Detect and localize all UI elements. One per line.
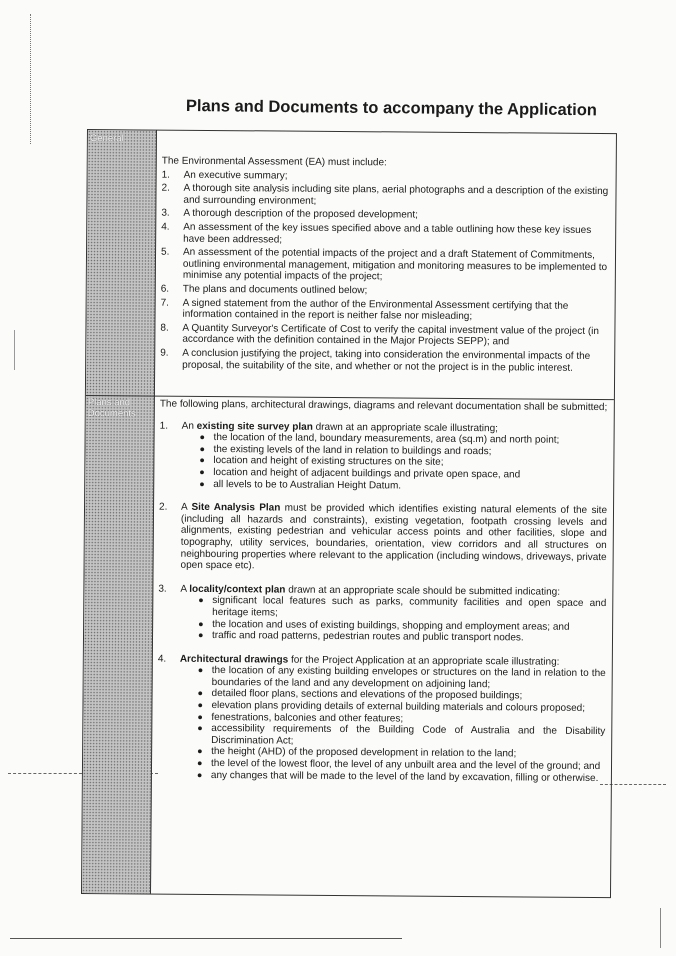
- item-body: [181, 502, 608, 575]
- general-label: General: [89, 133, 124, 145]
- item-text: An assessment of the key issues specified above and a table outlining how these key issues have been addressed;: [183, 221, 592, 246]
- bullet-icon: ●: [197, 688, 204, 699]
- bullet-icon: ●: [197, 746, 203, 757]
- item-text: The plans and documents outlined below;: [182, 283, 368, 297]
- list-item: [161, 222, 609, 249]
- item-number: 7.: [160, 297, 170, 309]
- bullet-text: traffic and road patterns, pedestrian routes and public transport nodes.: [211, 630, 524, 644]
- bullet-icon: ●: [199, 478, 205, 489]
- bullet-list: [180, 595, 606, 645]
- bullet-item: [198, 630, 606, 645]
- item-lead: A: [180, 501, 192, 513]
- bullet-text: elevation plans providing details of external building materials and colours proposed;: [211, 700, 586, 714]
- item-number: 2.: [158, 501, 168, 513]
- item-number: 3.: [161, 207, 170, 220]
- plans-section: [157, 399, 608, 785]
- bullet-item: [198, 595, 606, 621]
- item-number: 4.: [161, 221, 170, 233]
- item-text: A thorough description of the proposed development;: [183, 208, 418, 221]
- bullet-item: [199, 478, 607, 493]
- bullet-text: the location and uses of existing buildings, shopping and employment areas; and: [212, 618, 570, 633]
- item-number: 2.: [161, 182, 170, 194]
- item-bold-term: Architectural drawings: [179, 653, 289, 666]
- bullet-icon: ●: [198, 618, 204, 629]
- bullet-text: the level of the lowest floor, the level of any unbuilt area and the level of the ground; and: [210, 758, 601, 773]
- list-item: [161, 284, 609, 299]
- item-number: 3.: [158, 583, 167, 595]
- bullet-icon: ●: [197, 711, 203, 722]
- general-section: [160, 156, 610, 377]
- item-text: An assessment of the potential impacts of the project and a draft Statement of Commitments, outlining environmental management, mitigation and monitoring measures to be implemented to minimise any potential impacts of the project;: [182, 246, 608, 283]
- bullet-text: detailed floor plans, sections and elevations of the proposed buildings;: [211, 688, 523, 702]
- bullet-list: [179, 665, 606, 784]
- list-item: [160, 347, 608, 374]
- bullet-text: any changes that will be made to the level of the land by excavation, filling or otherwise.: [210, 769, 599, 784]
- item-text: A thorough site analysis including site plans, aerial photographs and a description of the existing and surrounding environment;: [183, 182, 609, 207]
- item-text: An executive summary;: [183, 169, 288, 182]
- requirements-table: [81, 129, 617, 898]
- plan-item-locality: [158, 583, 606, 644]
- bullet-icon: ●: [196, 757, 203, 768]
- list-item: [160, 297, 608, 324]
- scan-bottom-line: [10, 938, 402, 939]
- plans-label-line2: Documents: [87, 408, 136, 420]
- item-bold-term: locality/context plan: [189, 583, 286, 596]
- plan-item-existing-survey: [159, 420, 608, 493]
- item-number: 4.: [157, 653, 167, 665]
- general-list: [160, 169, 610, 374]
- item-rest: drawn at an appropriate scale illustrating;: [312, 421, 499, 434]
- bullet-text: fenestrations, balconies and other features;: [211, 711, 404, 725]
- item-bold-term: Site Analysis Plan: [191, 501, 281, 514]
- plans-label-line1: Plans and: [87, 397, 131, 409]
- item-number: 9.: [160, 347, 169, 359]
- list-item: [160, 322, 608, 349]
- bullet-item: [197, 723, 605, 749]
- item-lead: A: [180, 583, 190, 595]
- bullet-text: location and height of existing structures on the site;: [213, 455, 444, 469]
- bullet-list: [181, 432, 607, 493]
- bullet-icon: ●: [197, 629, 204, 641]
- plans-label: [88, 397, 136, 419]
- bullet-item: [197, 770, 605, 785]
- item-bold-term: existing site survey plan: [196, 420, 313, 433]
- bullet-text: accessibility requirements of the Building Code of Australia and the Disability Discrimination Act;: [211, 723, 606, 747]
- bullet-text: all levels to be to Australian Height Datum.: [213, 478, 402, 492]
- bullet-text: the height (AHD) of the proposed development in relation to the land;: [211, 746, 517, 760]
- item-number: 1.: [161, 169, 171, 181]
- bullet-icon: ●: [199, 455, 205, 466]
- bullet-icon: ●: [199, 432, 206, 443]
- plans-intro: The following plans, architectural drawings, diagrams and relevant documentation shall be submitted;: [159, 398, 608, 414]
- bullet-item: [198, 665, 606, 691]
- bullet-icon: ●: [197, 723, 203, 734]
- list-item: [162, 169, 610, 184]
- item-text: A Quantity Surveyor's Certificate of Cost to verify the capital investment value of the project (in accordance with the definition contained in the Major Projects SEPP); and: [182, 322, 600, 348]
- item-text: A conclusion justifying the project, taking into consideration the environmental impacts of the proposal, the suitability of the site, and whether or not the project is in the public interest.: [182, 347, 591, 374]
- item-number: 6.: [160, 283, 170, 295]
- page-title: Plans and Documents to accompany the Application: [185, 97, 598, 120]
- item-number: 5.: [160, 246, 170, 258]
- general-intro: The Environmental Assessment (EA) must include:: [161, 155, 387, 169]
- list-item: [161, 183, 609, 210]
- bullet-icon: ●: [197, 665, 204, 676]
- scan-left-edge-mark: [14, 330, 16, 370]
- item-rest: for the Project Application at an appropriate scale illustrating:: [288, 654, 560, 668]
- list-item: [161, 247, 609, 285]
- list-item: [161, 208, 609, 223]
- bullet-icon: ●: [196, 769, 203, 780]
- item-number: 1.: [159, 420, 169, 432]
- bullet-icon: ●: [198, 595, 204, 606]
- scan-left-edge-mark: [30, 14, 32, 144]
- plan-item-architectural: [157, 653, 606, 784]
- label-column: [82, 130, 157, 894]
- item-lead: An: [181, 420, 197, 432]
- bullet-icon: ●: [199, 466, 205, 477]
- item-rest: drawn at an appropriate scale should be submitted indicating:: [285, 584, 561, 598]
- item-text: A signed statement from the author of the Environmental Assessment certifying that the information contained in the report is neither false nor misleading;: [182, 297, 569, 323]
- bullet-icon: ●: [199, 443, 205, 454]
- plan-item-site-analysis: [159, 502, 608, 575]
- bullet-text: significant local features such as parks, community facilities and open space and heritage items;: [212, 595, 607, 619]
- bullet-text: the location of the land, boundary measurements, area (sq.m) and north point;: [213, 432, 560, 446]
- bullet-icon: ●: [197, 699, 203, 710]
- scan-right-edge-mark: [660, 908, 662, 948]
- bullet-text: location and height of adjacent buildings and private open space, and: [213, 466, 521, 481]
- item-number: 8.: [160, 322, 169, 334]
- item-rest: must be provided which identifies existing natural elements of the site (including all hazards and constraints), existing vegetation, footpath crossing levels and alignments, existing pedestrian and vehicular access points and other facilities, slope and topography, utility services, boundaries, orientation, view corridors and all structures on neighbouring properties where relevant to the application (including windows, driveways, private open space etc).: [180, 502, 608, 572]
- bullet-text: the existing levels of the land in relation to buildings and roads;: [213, 443, 492, 457]
- bullet-text: the location of any existing building envelopes or structures on the land in relation to the boundaries of the land and any development on adjoining land;: [211, 665, 606, 691]
